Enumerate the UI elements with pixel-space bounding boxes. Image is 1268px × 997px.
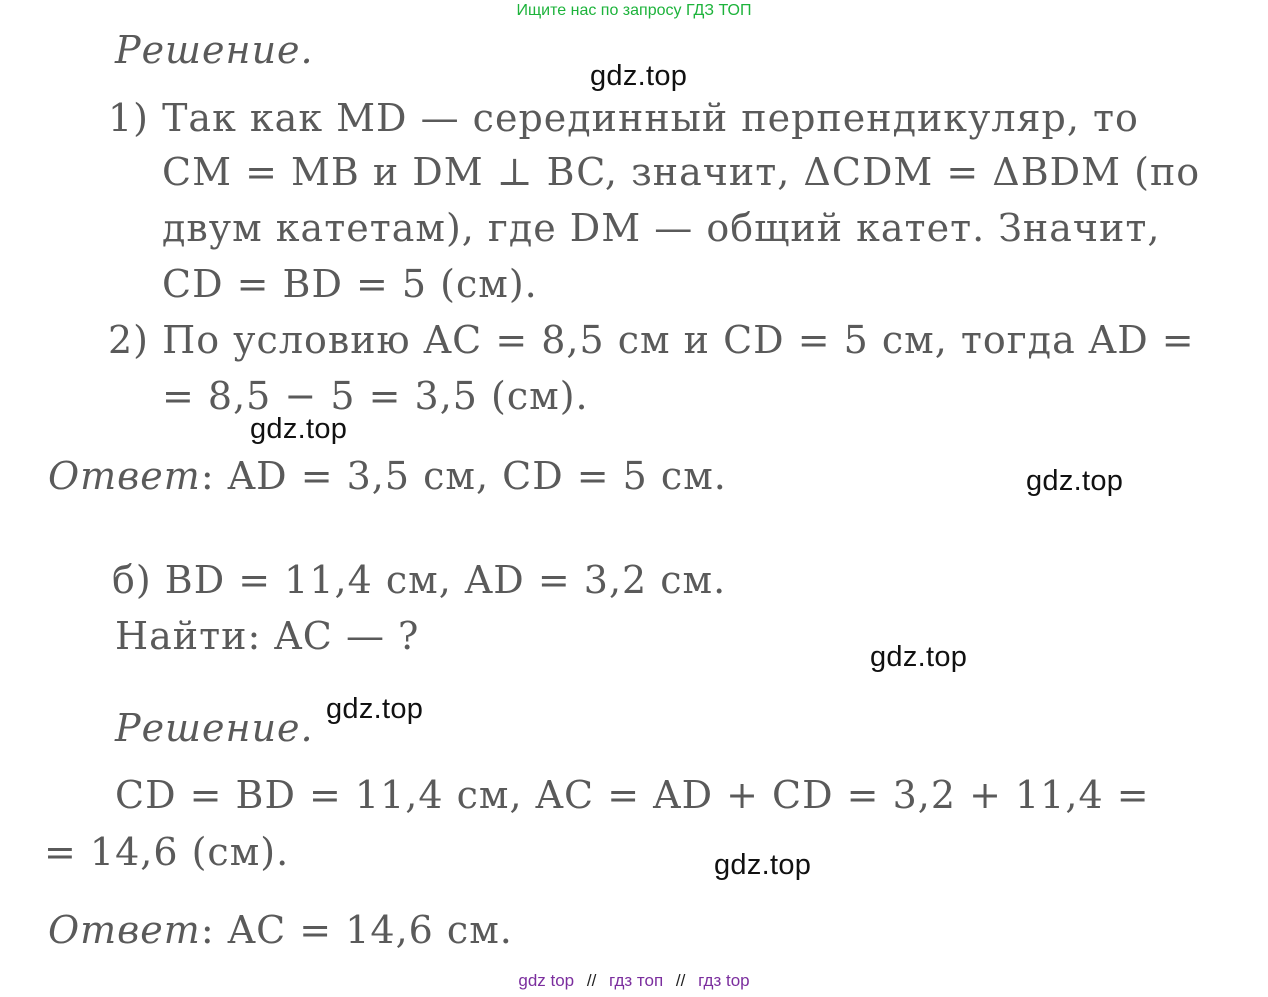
watermark: gdz.top bbox=[250, 413, 348, 445]
watermark: gdz.top bbox=[870, 641, 968, 673]
answer-text: : AC = 14,6 см. bbox=[200, 908, 513, 952]
part-b-find: Найти: AC — ? bbox=[115, 614, 420, 658]
part-b-calc-line1: CD = BD = 11,4 см, AC = AD + CD = 3,2 + 11,4 = bbox=[115, 773, 1150, 817]
footer-link-gdz-top-mixed[interactable]: гдз top bbox=[698, 971, 750, 990]
answer-b bbox=[48, 908, 513, 952]
step1-line4: CD = BD = 5 (см). bbox=[162, 262, 538, 306]
answer-a bbox=[48, 454, 727, 498]
footer-link-gdz-top-ru[interactable]: гдз топ bbox=[609, 971, 664, 990]
solution-heading-b: Решение. bbox=[115, 706, 314, 750]
solution-heading: Решение. bbox=[115, 28, 314, 72]
step1-line2: CM = MB и DM ⊥ BC, значит, ΔCDM = ΔBDM (по bbox=[162, 150, 1201, 194]
answer-text: : AD = 3,5 см, CD = 5 см. bbox=[200, 454, 727, 498]
part-b-given: б) BD = 11,4 см, AD = 3,2 см. bbox=[112, 558, 727, 602]
watermark: gdz.top bbox=[326, 693, 424, 725]
part-b-calc-line2: = 14,6 (см). bbox=[44, 830, 290, 874]
footer-link-gdz-top[interactable]: gdz top bbox=[518, 971, 575, 990]
step2-line1: 2) По условию AC = 8,5 см и CD = 5 см, тогда AD = bbox=[108, 318, 1195, 362]
answer-label: Ответ bbox=[48, 454, 201, 498]
answer-label: Ответ bbox=[48, 908, 201, 952]
search-banner[interactable]: Ищите нас по запросу ГДЗ ТОП bbox=[516, 2, 752, 19]
footer-separator: // bbox=[586, 971, 597, 990]
footer-separator: // bbox=[675, 971, 686, 990]
footer-links bbox=[0, 971, 1268, 991]
step2-line2: = 8,5 − 5 = 3,5 (см). bbox=[162, 374, 589, 418]
watermark: gdz.top bbox=[714, 849, 812, 881]
step1-line1: 1) Так как MD — серединный перпендикуляр, то bbox=[108, 96, 1139, 140]
watermark: gdz.top bbox=[1026, 465, 1124, 497]
watermark: gdz.top bbox=[590, 60, 688, 92]
step1-line3: двум катетам), где DM — общий катет. Значит, bbox=[162, 206, 1161, 250]
